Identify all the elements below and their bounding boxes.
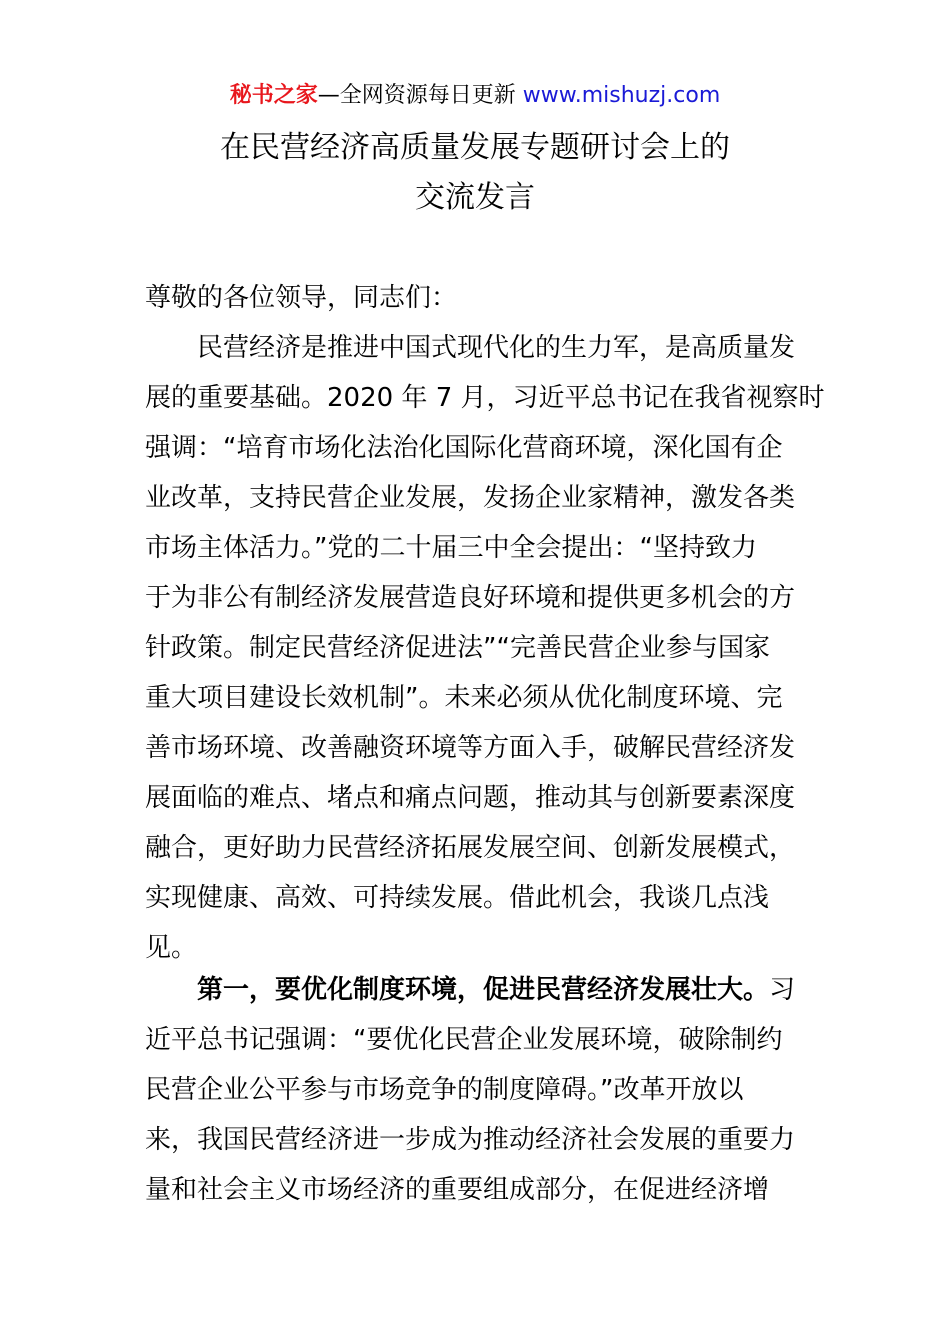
paragraph-line: 见。 [145, 933, 198, 963]
document-title-line-2: 交流发言 [415, 180, 535, 215]
header-tagline: —全网资源每日更新 [317, 83, 523, 108]
paragraph-line: 来，我国民营经济进一步成为推动经济社会发展的重要力 [145, 1125, 796, 1155]
document-title-line-1: 在民营经济高质量发展专题研讨会上的 [220, 130, 730, 165]
paragraph-line: 量和社会主义市场经济的重要组成部分，在促进经济增 [145, 1175, 770, 1205]
paragraph-point-one [145, 965, 810, 1215]
paragraph-line: 重大项目建设长效机制”。未来必须从优化制度环境、完 [145, 683, 783, 713]
paragraph-line: 针政策。制定民营经济促进法”“完善民营企业参与国家 [145, 633, 770, 663]
paragraph-line [145, 965, 810, 1015]
paragraph-line: 展面临的难点、堵点和痛点问题，推动其与创新要素深度 [145, 783, 796, 813]
paragraph-line: 民营经济是推进中国式现代化的生力军，是高质量发 [145, 333, 796, 363]
paragraph-line: 市场主体活力。”党的二十届三中全会提出：“坚持致力 [145, 533, 757, 563]
paragraph-intro [145, 323, 825, 973]
paragraph-line: 强调：“培育市场化法治化国际化营商环境，深化国有企 [145, 433, 783, 463]
paragraph-line: 善市场环境、改善融资环境等方面入手，破解民营经济发 [145, 733, 796, 763]
site-url-link[interactable]: www.mishuzj.com [522, 83, 721, 108]
paragraph-line: 实现健康、高效、可持续发展。借此机会，我谈几点浅 [145, 883, 770, 913]
paragraph-line: 业改革，支持民营企业发展，发扬企业家精神，激发各类 [145, 483, 796, 513]
salutation-text: 尊敬的各位领导，同志们： [145, 283, 458, 313]
point-heading: 第一，要优化制度环境，促进民营经济发展壮大。 [145, 975, 770, 1005]
brand-name: 秘书之家 [229, 83, 318, 108]
paragraph-line: 民营企业公平参与市场竞争的制度障碍。”改革开放以 [145, 1075, 744, 1105]
salutation [145, 273, 810, 323]
paragraph-line: 近平总书记强调：“要优化民营企业发展环境，破除制约 [145, 1025, 783, 1055]
paragraph-line: 于为非公有制经济发展营造良好环境和提供更多机会的方 [145, 583, 796, 613]
paragraph-line: 展的重要基础。2020 年 7 月，习近平总书记在我省视察时 [145, 383, 825, 413]
point-text-start: 习 [769, 975, 796, 1005]
paragraph-line: 融合，更好助力民营经济拓展发展空间、创新发展模式， [145, 833, 796, 863]
watermark-header [0, 80, 950, 112]
